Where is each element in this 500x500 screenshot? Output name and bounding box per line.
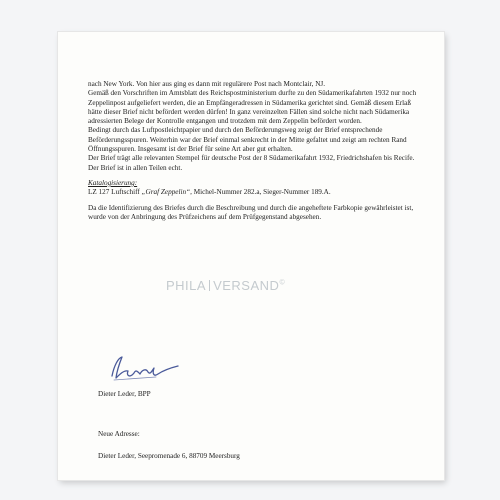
paragraph-4: Der Brief trägt alle relevanten Stempel für deutsche Post der 8 Südamerikafahrt 1932, Friedrichshafen bis Recife.: [88, 154, 415, 163]
catalog-heading: Katalogisierung:: [88, 178, 138, 187]
watermark-copyright: ©: [279, 279, 286, 287]
handwritten-signature: [108, 354, 180, 384]
watermark-divider: [209, 280, 210, 291]
paragraph-3: Bedingt durch das Luftpostleichtpapier und durch den Beförderungsweg zeigt der Brief entsprechende Beförderungsspuren. Weiterhin war der Brief einmal senkrecht in der Mitte gefaltet und zeigt am rechten Rand Öffnungsspuren. Insgesamt ist der Brief für seine Art aber gut erhalten.: [88, 126, 407, 154]
paragraph-5: Der Brief ist in allen Teilen echt.: [88, 163, 183, 172]
catalog-line: [88, 188, 418, 197]
watermark-logo: [166, 278, 285, 293]
paragraph-1: nach New York. Von hier aus ging es dann mit regulärere Post nach Montclair, NJ.: [88, 80, 325, 88]
watermark-left: PHILA: [166, 278, 207, 293]
address-label: Neue Adresse:: [98, 430, 140, 438]
document-body: [88, 80, 418, 222]
document-sheet: [58, 32, 444, 480]
catalog-line-post: , Michel-Nummer 282.a, Sieger-Nummer 189.A.: [190, 188, 331, 197]
catalog-line-quote: „Graf Zeppelin“: [141, 188, 191, 197]
signatory-name: Dieter Leder, BPP: [98, 390, 151, 398]
identification-note: Da die Identifizierung des Briefes durch die Beschreibung und durch die angeheftete Farbkopie gewährleistet ist, wurde von der Anbringung des Prüfzeichens auf dem Prüfgegenstand abgesehen.: [88, 203, 414, 221]
watermark-right: VERSAND: [213, 278, 280, 293]
paragraph-2: Gemäß den Vorschriften im Amtsblatt des Reichspostministerium durfte zu den Südamerikafahrten 1932 nur noch Zeppelinpost aufgeliefert werden, die an Empfängeradressen in Südamerika gerichtet sind. Gemäß diesem Erlaß hätte dieser Brief nicht befördert werden dürfen! In ganz vereinzelten Fällen sind solche nicht nach Südamerika adressierten Belege der Kontrolle entgangen und trotzdem mit dem Zeppelin befördert worden.: [88, 89, 417, 126]
catalog-line-pre: LZ 127 Luftschiff: [88, 188, 142, 197]
address-line: Dieter Leder, Seepromenade 6, 88709 Meersburg: [98, 452, 240, 460]
